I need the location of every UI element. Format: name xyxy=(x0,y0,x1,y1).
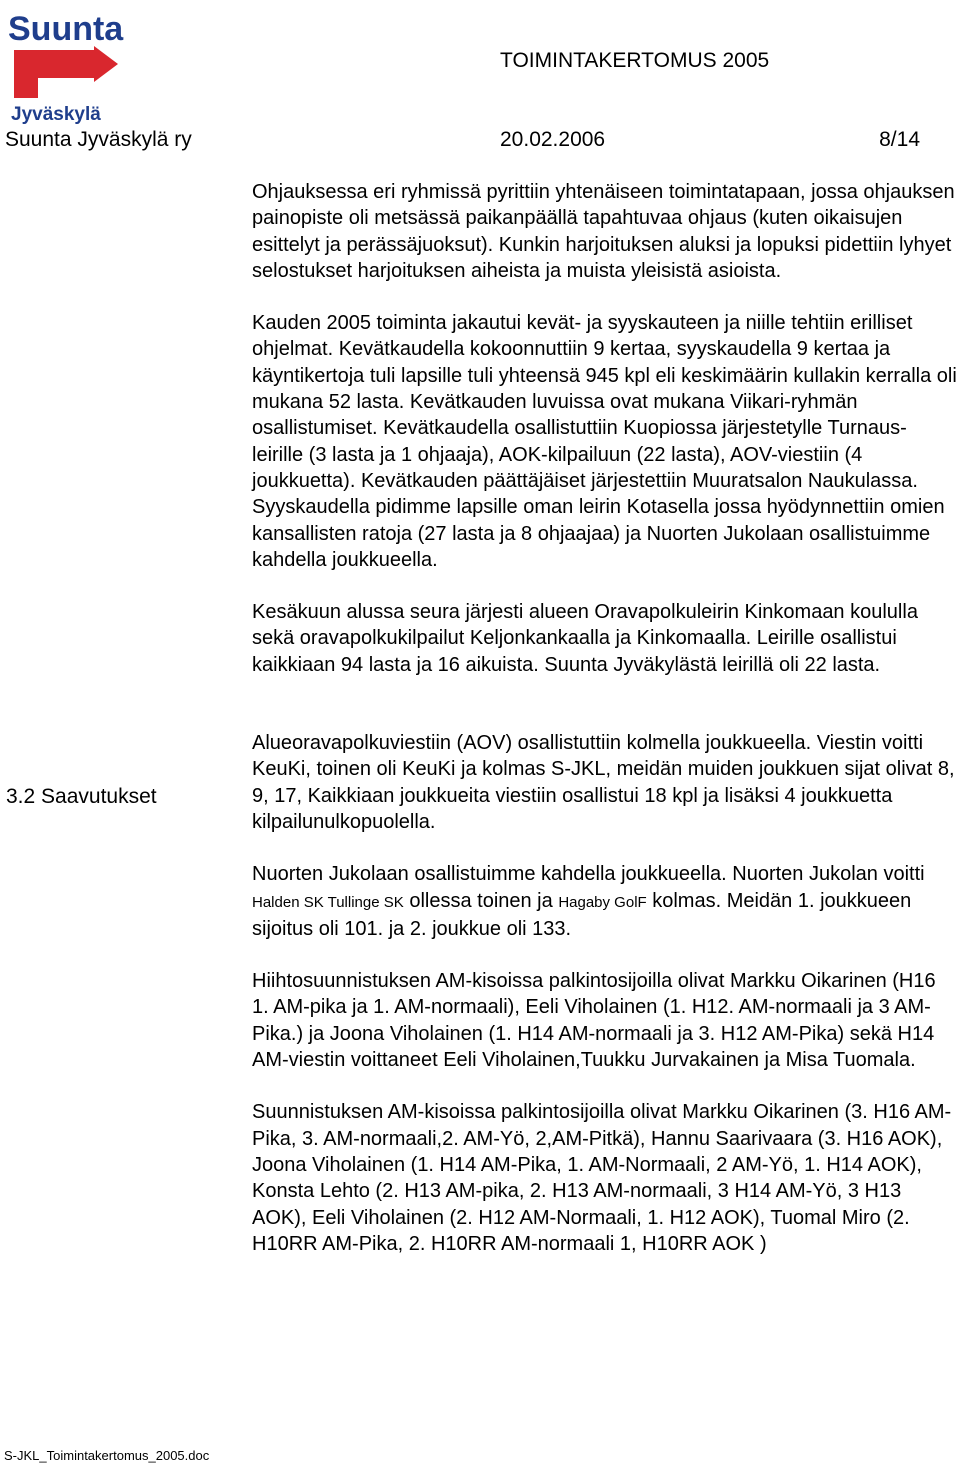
jukola-third: Hagaby GolF xyxy=(558,893,647,911)
logo-line1: Suunta xyxy=(8,10,124,48)
jukola-winners: Halden SK Tullinge SK xyxy=(252,893,404,911)
paragraph-aov-relay: Alueoravapolkuviestiin (AOV) osallistuttiin kolmella joukkueella. Viestin voitti KeuKi, toinen oli KeuKi ja kolmas S-JKL, meidän muiden joukkuen sijat olivat 8, 9, 17, Kaikkiaan joukkueita viestiin osallistui 18 kpl ja lisäksi 4 joukkuetta kilpailunulkopuolella. xyxy=(252,732,955,833)
organization-name: Suunta Jyväskylä ry xyxy=(5,128,192,151)
paragraph-orienteering-am: Suunnistuksen AM-kisoissa palkintosijoilla olivat Markku Oikarinen (3. H16 AM-Pika, 3. AM-normaali,2. AM-Yö, 2,AM-Pitkä), Hannu Saarivaara (3. H16 AOK), Joona Viholainen (1. H14 AM-Pika, 1. AM-Normaali, 2 AM-Yö, 1. H14 AOK), Konsta Lehto (2. H13 AM-pika, 2. H13 AM-normaali, 3 H14 AM-Yö, 3 H13 AOK), Eeli Viholainen (2. H12 AM-Normaali, 1. H12 AOK), Tuomal Miro (2. H10RR AM-Pika, 2. H10RR AM-normaali 1, H10RR AOK ) xyxy=(252,1101,952,1255)
section-heading: 3.2 Saavutukset xyxy=(6,785,157,808)
paragraph-ski-orienteering: Hiihtosuunnistuksen AM-kisoissa palkintosijoilla olivat Markku Oikarinen (H16 1. AM-pika ja 1. AM-normaali), Eeli Viholainen (1. H12. AM-normaali ja 3 AM- Pika.) ja Joona Viholainen (1. H14 AM-normaali ja 3. H12 AM-Pika) sekä H14 AM-viestin voittaneet Eeli Viholainen,Tuukku Jurvakainen ja Misa Tuomala. xyxy=(252,970,936,1072)
body-text xyxy=(252,179,957,1257)
document-date: 20.02.2006 xyxy=(500,128,606,151)
footer-filename: S-JKL_Toimintakertomus_2005.doc xyxy=(4,1448,210,1463)
suunta-jyvaskyla-logo xyxy=(8,6,126,124)
logo-line2: Jyväskylä xyxy=(11,104,101,124)
document-title: TOIMINTAKERTOMUS 2005 xyxy=(500,49,770,72)
jukola-text-e: kolmas. Meidän 1. joukkueen sijoitus oli 101. ja 2. joukkue oli 133. xyxy=(252,889,912,940)
paragraph-camp: Kesäkuun alussa seura järjesti alueen Oravapolkuleirin Kinkomaan koululla sekä oravapolkukilpailut Keljonkankaalla ja Kinkomaalla. Leirille osallistui kaikkiaan 94 lasta ja 16 aikuista. Suunta Jyväkylästä leirillä oli 22 lasta. xyxy=(252,601,918,676)
paragraph-season-2005: Kauden 2005 toiminta jakautui kevät- ja syyskauteen ja niille tehtiin erilliset ohjelmat. Kevätkaudella kokoonnuttiin 9 kertaa, syyskaudella 9 kertaa ja käyntikertoja tuli lapsille tuli yhteensä 945 kpl eli keskimäärin kullakin kerralla oli mukana 52 lasta. Kevätkauden luvuissa ovat mukana Viikari-ryhmän osallistumiset. Kevätkaudella osallistuttiin Kuopiossa järjestetylle Turnaus-leirille (3 lasta ja 1 ohjaaja), AOK-kilpailuun (22 lasta), AOV-viestiin (4 joukkuetta). Kevätkauden päättäjäiset järjestettiin Muuratsalon Naukulassa. Syyskaudella pidimme lapsille oman leirin Kotasella jossa hyödynnettiin omien kansallisten ratoja (27 lasta ja 8 ohjaajaa) ja Nuorten Jukolaan osallistuimme kahdella joukkueella. xyxy=(252,312,957,571)
jukola-text-a: Nuorten Jukolaan osallistuimme kahdella joukkueella. Nuorten Jukolan voitti xyxy=(252,863,925,886)
paragraph-guidance: Ohjauksessa eri ryhmissä pyrittiin yhtenäiseen toimintatapaan, jossa ohjauksen painopiste oli metsässä paikanpäällä tapahtuvaa ohjaus (kuten oikaisujen esittelyt ja perässäjuoksut). Kunkin harjoituksen aluksi ja lopuksi pidettiin lyhyet selostukset harjoituksen aiheista ja muista yleisistä asioista. xyxy=(252,181,955,282)
jukola-text-c: ollessa toinen ja xyxy=(403,889,559,912)
page-number: 8/14 xyxy=(879,128,920,151)
paragraph-nuorten-jukola xyxy=(252,861,957,942)
